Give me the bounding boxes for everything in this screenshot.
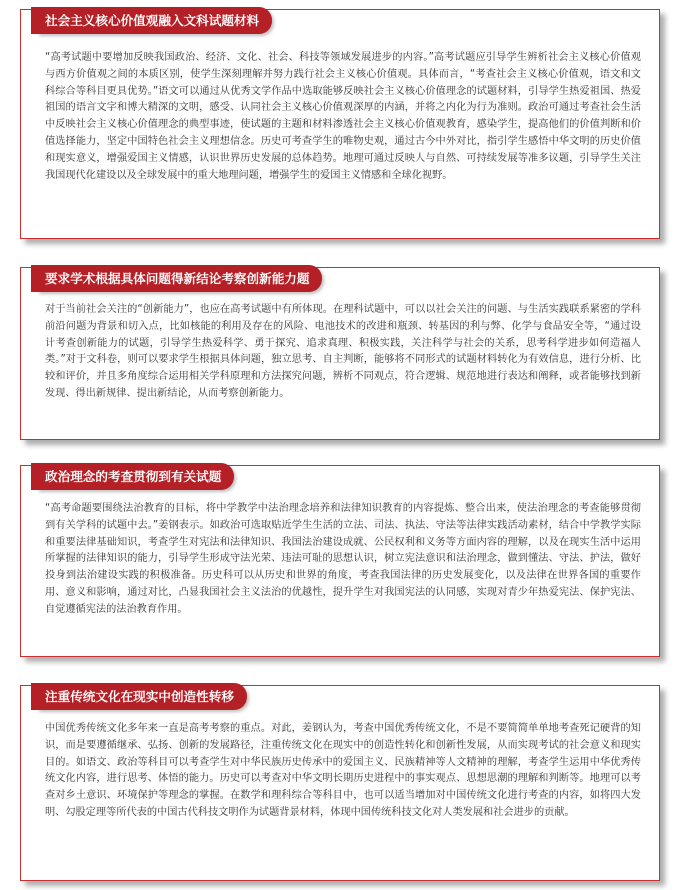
section-body: “高考命题要围绕法治教育的目标，将中学教学中法治理念培养和法律知识教育的内容提炼、整合出来，使法治理念的考查能够贯彻到有关学科的试题中去。”姜钢表示。如政治可选取贴近学生生活的立法、司法、执法、守法等法律实践活动素材，结合中学教学实际和重要法律基础知识，考查学生对宪法和法律知识、我国法治建设成就、公民权利和义务等方面内容的理解，以及在现实生活中运用所掌握的法律知识的能力，引导学生形成守法光荣、违法可耻的思想认识，树立宪法意识和法治理念，做到懂法、守法、护法，做好投身到法治建设实践的积极准备。历史科可以从历史和世界的角度，考查我国法律的历史发展变化，以及法律在世界各国的重要作用、意义和影响，通过对比，凸显我国社会主义法治的优越性，提升学生对我国宪法的认同感，实现对青少年热爱宪法、保护宪法、自觉遵循宪法的法治教育作用。	[45, 503, 641, 615]
section-title: 政治理念的考查贯彻到有关试题	[37, 463, 234, 490]
section-card-traditional-culture	[20, 685, 660, 881]
section-title: 要求学术根据具体问题得新结论考察创新能力题	[37, 265, 322, 292]
section-body: 中国优秀传统文化多年来一直是高考考察的重点。对此，姜钢认为，考查中国优秀传统文化，不是不要简简单单地考查死记硬背的知识，而是要遵循继承、弘扬、创新的发展路径，注重传统文化在现实中的创造性转化和创新性发展，从而实现考试的社会意义和现实目的。如语文、政治等科目可以考查学生对中华民族历史传承中的爱国主义、民族精神等人文精神的理解，考查学生运用中华优秀传统文化内容，进行思考、体悟的能力。历史可以考查对中华文明长期历史进程中的事实观点、思想思潮的理解和判断等。地理可以考查对乡土意识、环境保护等理念的掌握。在数学和理科综合等科目中，也可以适当增加对中国传统文化进行考查的内容，如将四大发明、勾股定理等所代表的中国古代科技文明作为试题背景材料，体现中国传统科技文化对人类发展和社会进步的贡献。	[45, 723, 641, 818]
section-card-rule-of-law	[20, 465, 660, 657]
section-card-innovation	[20, 267, 660, 440]
section-title: 注重传统文化在现实中创造性转移	[37, 683, 247, 710]
section-body: 对于当前社会关注的“创新能力”，也应在高考试题中有所体现。在理科试题中，可以以社会关注的问题、与生活实践联系紧密的学科前沿问题为背景和切入点，比如核能的利用及存在的风险、电池技术的改进和瓶颈、转基因的利与弊、化学与食品安全等，“通过设计考查创新能力的试题，引导学生热爱科学、勇于探究、追求真理、积极实践，关注科学与社会的关系，思考科学进步如何造福人类。”对于文科卷，则可以要求学生根据具体问题，独立思考、自主判断，能够将不同形式的试题材料转化为有效信息，进行分析、比较和评价，并且多角度综合运用相关学科原理和方法探究问题，辨析不同观点，符合逻辑、规范地进行表达和阐释，或者能够找到新发现、得出新规律、提出新结论，从而考察创新能力。	[45, 304, 641, 399]
section-title: 社会主义核心价值观融入文科试题材料	[37, 7, 272, 34]
section-body: “高考试题中要增加反映我国政治、经济、文化、社会、科技等领域发展进步的内容。”高考试题应引导学生辨析社会主义核心价值观与西方价值观之间的本质区别，使学生深刻理解并努力践行社会主义核心价值观。具体而言，“考查社会主义核心价值观，语文和文科综合等科目更具优势。”语文可以通过从优秀文学作品中选取能够反映社会主义核心价值理念的试题材料，引导学生热爱祖国、热爱祖国的语言文字和博大精深的文明，感受、认同社会主义核心价值观深厚的内涵，并将之内化为行为准则。政治可通过考查社会生活中反映社会主义核心价值理念的典型事迹，使试题的主题和材料渗透社会主义核心价值观教育，感染学生，提高他们的价值判断和价值选择能力，坚定中国特色社会主义理想信念。历史可考查学生的唯物史观，通过古今中外对比，指引学生感悟中华文明的历史价值和现实意义，增强爱国主义情感，认识世界历史发展的总体趋势。地理可通过反映人与自然、可持续发展等准多议题，引导学生关注我国现代化建设以及全球发展中的重大地理问题，增强学生的爱国主义情感和全球化视野。	[45, 52, 641, 181]
section-card-core-values	[20, 9, 660, 239]
